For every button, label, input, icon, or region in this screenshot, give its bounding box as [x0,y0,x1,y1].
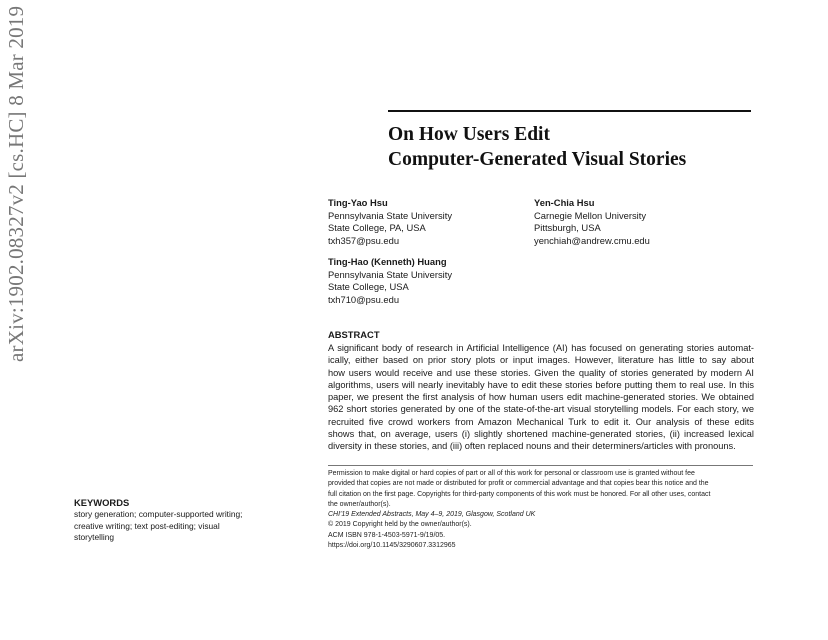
author-block-3 [328,256,452,306]
author-location: Pittsburgh, USA [534,222,601,234]
author-block-2 [534,197,650,247]
author-name: Yen-Chia Hsu [534,197,595,208]
abstract-line: how users would receive and use these stories. Given the quality of stories generated by modern AI [328,367,754,378]
author-name: Ting-Hao (Kenneth) Huang [328,256,447,267]
permission-line: Permission to make digital or hard copies of part or all of this work for personal or classroom use is granted without fee [328,470,695,477]
abstract-line: algorithms, users will nearly inevitably have to edit these stories before putting them to real use. In this [328,379,754,390]
permission-block [328,469,756,551]
keywords-heading: KEYWORDS [74,497,130,508]
doi-link[interactable]: https://doi.org/10.1145/3290607.3312965 [328,542,456,550]
title-top-rule [388,110,751,112]
author-block-1 [328,197,452,247]
permission-line: the owner/author(s). [328,500,391,508]
permission-divider [328,465,753,466]
author-affiliation: Pennsylvania State University [328,268,453,280]
author-email[interactable]: yenchiah@andrew.cmu.edu [534,234,650,246]
abstract-line: ically, either based on prior story plots or input images. However, literature has little to say about [328,355,754,366]
abstract-line: diversity in these stories, and (iii) often replaced nouns and their determiners/articles with pronouns. [328,441,736,451]
permission-line: full citation on the first page. Copyrights for third-party components of this work must be honored. For all other uses, contact [328,490,711,498]
conference-line: CHI'19 Extended Abstracts, May 4–9, 2019, Glasgow, Scotland UK [328,511,536,519]
abstract-line: paper, we present the first analysis of how human users edit machine-generated stories. We obtained [328,392,754,402]
keywords-body [74,509,284,544]
title-line-2: Computer-Generated Visual Stories [388,149,687,170]
title-line-1: On How Users Edit [388,124,550,145]
isbn-line: ACM ISBN 978-1-4503-5971-9/19/05. [328,531,446,539]
abstract-line: 962 short stories generated by one of the state-of-the-art visual storytelling models. For each story, we [328,404,754,415]
copyright-line: © 2019 Copyright held by the owner/author(s). [328,521,472,529]
abstract-line: A significant body of research in Artificial Intelligence (AI) has focused on generating stories automat- [328,343,754,353]
author-location: State College, PA, USA [328,222,426,234]
keywords-line: creative writing; text post-editing; visual [74,520,220,531]
abstract-line: shows that, on average, users (i) slightly shortened machine-generated stories, (ii) increased lexical [328,428,754,439]
abstract-body [328,342,754,452]
keywords-line: storytelling [74,532,115,543]
author-email[interactable]: txh357@psu.edu [328,234,400,246]
author-location: State College, USA [328,281,409,293]
permission-line: provided that copies are not made or distributed for profit or commercial advantage and that copies bear this notice and the [328,480,709,488]
paper-title [388,122,768,172]
author-affiliation: Pennsylvania State University [328,209,453,221]
author-affiliation: Carnegie Mellon University [534,209,647,221]
abstract-line: recruited five crowd workers from Amazon Mechanical Turk to edit it. Our analysis of these edits [328,416,754,427]
author-name: Ting-Yao Hsu [328,197,388,208]
abstract-heading: ABSTRACT [328,329,380,340]
author-email[interactable]: txh710@psu.edu [328,293,400,305]
keywords-line: story generation; computer-supported writing; [74,509,243,519]
arxiv-identifier: arXiv:1902.08327v2 [cs.HC] 8 Mar 2019 [4,5,28,362]
